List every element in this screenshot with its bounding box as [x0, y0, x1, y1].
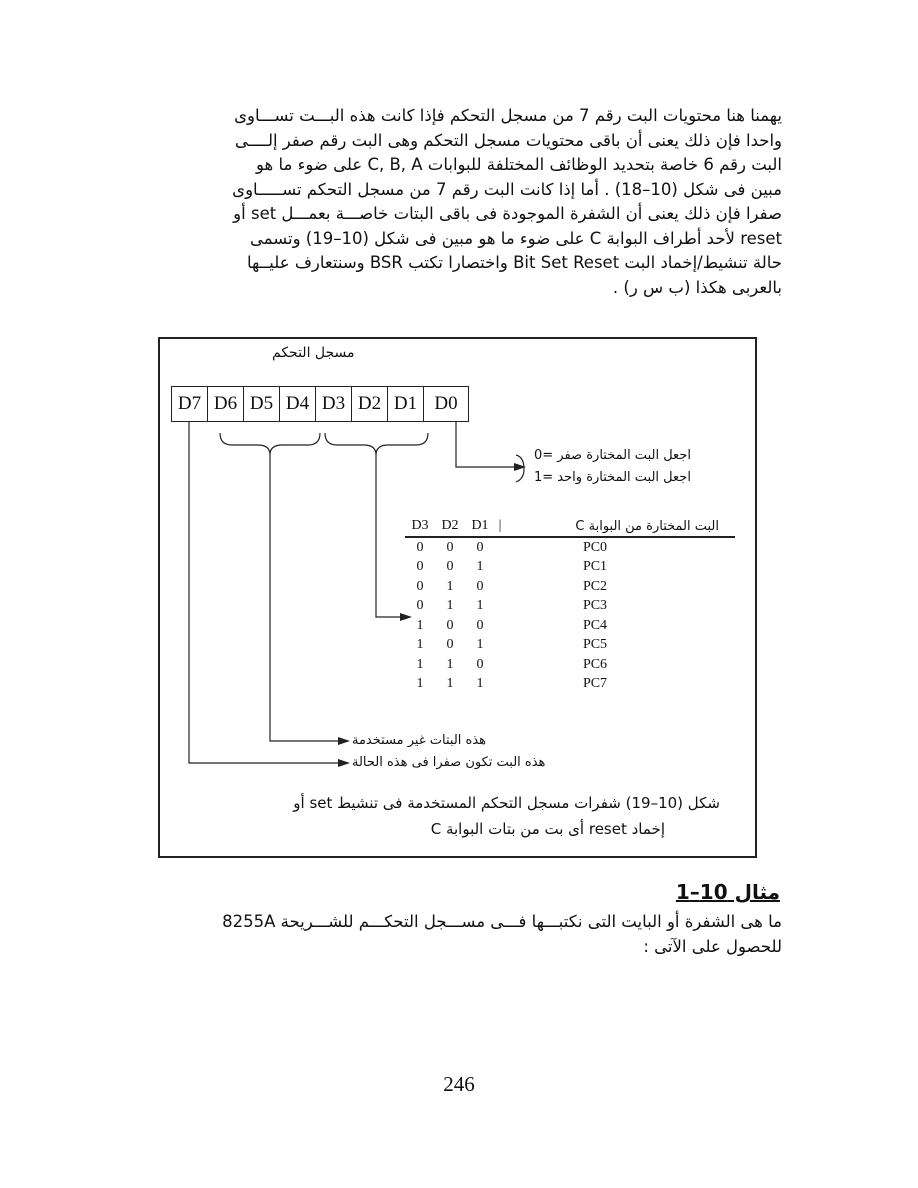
header-d1: D1 [471, 518, 489, 533]
bit-d2: D2 [352, 387, 388, 421]
paragraph-line: يهمنا هنا محتويات البت رقم 7 من مسجل التحكم فإذا كانت هذه البـــت تســـاوى [234, 106, 782, 125]
table-row: 0 0 1 PC1 [416, 559, 608, 575]
register-title: مسجل التحكم [272, 345, 355, 361]
paragraph-line: واحدا فإن ذلك يعنى أن باقى محتويات مسجل التحكم وهى البت رقم صفر إلــــى [234, 130, 782, 150]
bit-d5: D5 [244, 387, 280, 421]
header-port-bit: البت المختارة من البوابة C [575, 518, 719, 534]
figure-caption-line: شكل (10–19) شفرات مسجل التحكم المستخدمة فى تنشيط set أو [293, 794, 720, 812]
bsr-figure [158, 337, 757, 858]
intro-paragraph [130, 104, 782, 300]
bit-d3: D3 [316, 387, 352, 421]
bit-d0: D0 [434, 393, 458, 414]
paragraph-line: مبين فى شكل (10–18) . أما إذا كانت البت رقم 7 من مسجل التحكم تســـــاوى [232, 179, 782, 199]
arrow-head-icon [338, 737, 350, 745]
table-row: 0 0 0 PC0 [416, 539, 608, 555]
arrow-head-icon [338, 759, 350, 767]
table-row: 1 0 0 PC4 [416, 617, 608, 633]
d0-connector [456, 421, 514, 467]
header-d2: D2 [441, 518, 459, 533]
unused-connector [270, 455, 338, 741]
table-row: 0 1 0 PC2 [416, 578, 608, 594]
select-connector [376, 455, 400, 617]
bit-d1: D1 [388, 387, 424, 421]
example-line: ما هى الشفرة أو البايت التى نكتبـــها فـــى مســـجل التحكـــم للشـــريحة 8255A [222, 912, 782, 931]
paragraph-line: حالة تنشيط/إخماد البت Bit Set Reset واختصارا تكتب BSR وسنتعارف عليــها [247, 253, 782, 272]
brace-unused [220, 433, 320, 455]
paragraph-line: البت رقم 6 خاصة بتحديد الوظائف المختلفة للبوابات C, B, A على ضوء ما هو [256, 155, 782, 174]
figure-caption-line: إخماد reset أى بت من بتات البوابة C [430, 820, 665, 838]
example-title: مثال 10–1 [675, 880, 780, 904]
table-row: 0 1 1 PC3 [416, 598, 608, 614]
paragraph-line: صفرا فإن ذلك يعنى أن الشفرة الموجودة فى باقى البتات خاصـــة بعمـــل set أو [233, 204, 782, 223]
table-row: 1 1 0 PC6 [416, 656, 608, 672]
example-line: للحصول على الآتى : [643, 937, 782, 956]
d7-connector [189, 421, 338, 763]
brace-select [325, 433, 428, 455]
bit-d7: D7 [172, 387, 208, 421]
paragraph-line: بالعربى هكذا (ب س ر) . [612, 277, 782, 297]
d7-zero-label: هذه البت تكون صفرا فى هذه الحالة [352, 755, 546, 770]
paragraph-line: reset لأحد أطراف البوابة C على ضوء ما هو مبين فى شكل (10–19) وتسمى [249, 228, 782, 248]
bit-d6: D6 [208, 387, 244, 421]
bit-select-table [405, 516, 735, 694]
header-d3: D3 [411, 518, 429, 533]
table-row: 1 0 1 PC5 [416, 637, 608, 653]
page-number: 246 [443, 1072, 475, 1096]
bit-d4: D4 [280, 387, 316, 421]
table-header: D3 D2 D1 | البت المختارة من البوابة C [405, 516, 735, 538]
table-row: 1 1 1 PC7 [416, 676, 608, 692]
unused-bits-label: هذه البتات غير مستخدمة [352, 733, 487, 748]
d0-label-one: اجعل البت المختارة واحد =1 [534, 470, 691, 485]
d0-label-zero: اجعل البت المختارة صفر =0 [534, 448, 691, 463]
